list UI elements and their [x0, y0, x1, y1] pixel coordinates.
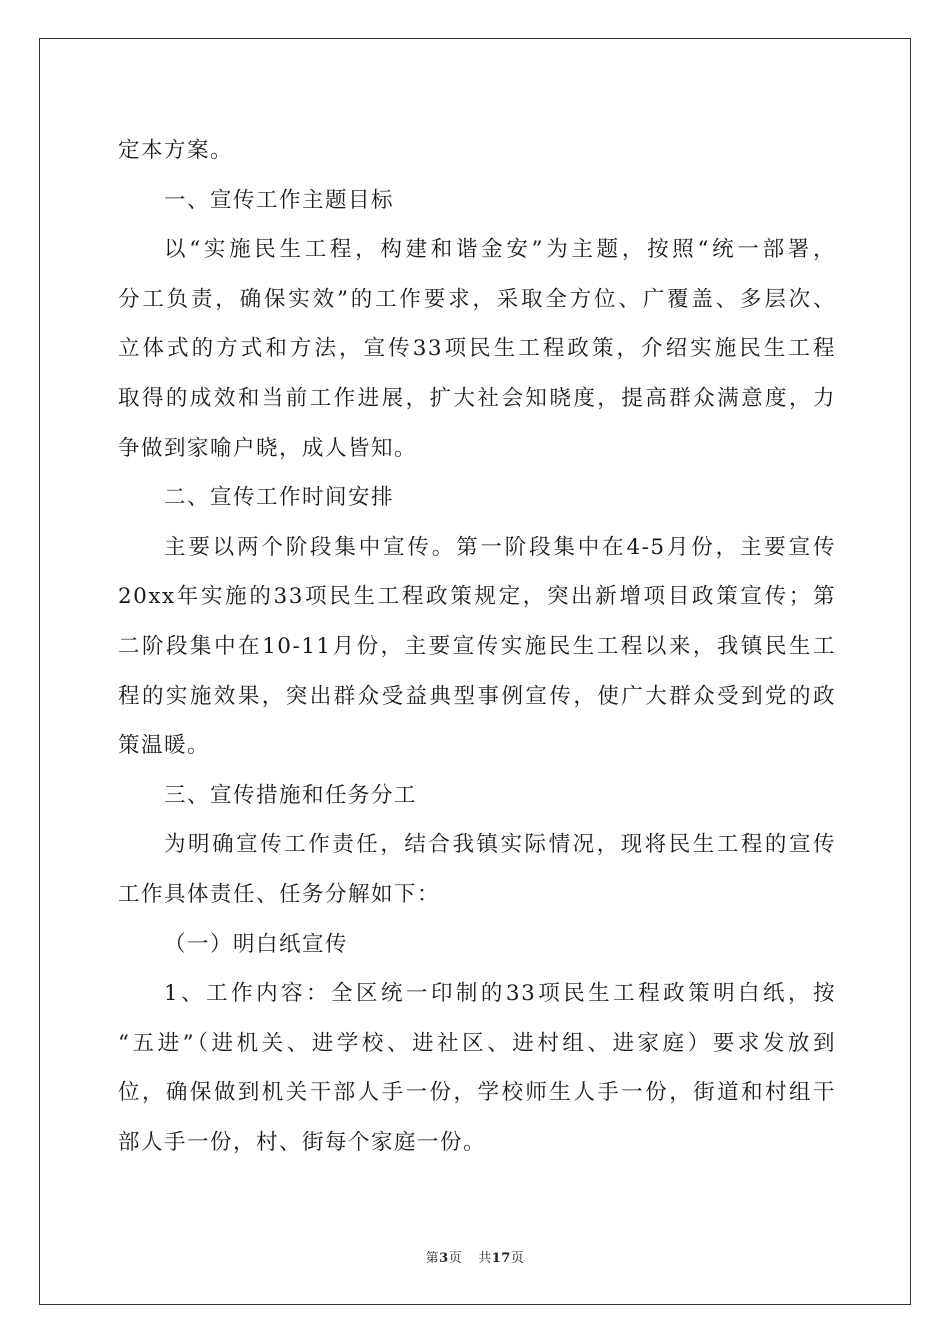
total-suffix: 页	[510, 1251, 525, 1266]
paragraph-line: 立体式的方式和方法，宣传33项民生工程政策，介绍实施民生工程	[118, 336, 836, 362]
paragraph-line: 工作具体责任、任务分解如下：	[118, 881, 441, 907]
paragraph-line: 部人手一份，村、街每个家庭一份。	[118, 1129, 487, 1155]
paragraph-line: 定本方案。	[118, 138, 234, 163]
document-body	[118, 126, 836, 1167]
page-footer	[0, 1247, 950, 1266]
paragraph-line: 分工负责，确保实效”的工作要求，采取全方位、广覆盖、多层次、	[118, 286, 836, 312]
total-prefix: 共	[478, 1251, 492, 1266]
paragraph-line: 1、工作内容：全区统一印制的33项民生工程政策明白纸，按	[164, 981, 836, 1007]
paragraph-line: “五进”（进机关、进学校、进社区、进村组、进家庭）要求发放到	[118, 1030, 836, 1056]
page-suffix: 页	[448, 1251, 463, 1266]
section-heading: 一、宣传工作主题目标	[164, 187, 395, 213]
paragraph-line: 程的实施效果，突出群众受益典型事例宣传，使广大群众受到党的政	[118, 683, 836, 709]
page-total: 17	[491, 1251, 511, 1266]
section-heading: 二、宣传工作时间安排	[164, 485, 395, 511]
paragraph-line: 位，确保做到机关干部人手一份，学校师生人手一份，街道和村组干	[118, 1080, 836, 1106]
section-heading: 三、宣传措施和任务分工	[164, 782, 418, 808]
paragraph-line: 主要以两个阶段集中宣传。第一阶段集中在4-5月份，主要宣传	[164, 534, 836, 560]
page-prefix: 第	[425, 1251, 440, 1266]
paragraph-line: 以“实施民生工程，构建和谐金安”为主题，按照“统一部署，	[164, 237, 836, 263]
paragraph-line: 20xx年实施的33项民生工程政策规定，突出新增项目政策宣传；第	[118, 584, 836, 610]
subsection-heading: （一）明白纸宣传	[164, 931, 349, 957]
paragraph-line: 为明确宣传工作责任，结合我镇实际情况，现将民生工程的宣传	[164, 832, 836, 858]
paragraph-line: 取得的成效和当前工作进展，扩大社会知晓度，提高群众满意度，力	[118, 385, 836, 411]
page-number: 3	[439, 1251, 449, 1266]
paragraph-line: 争做到家喻户晓，成人皆知。	[118, 435, 418, 461]
paragraph-line: 二阶段集中在10-11月份，主要宣传实施民生工程以来，我镇民生工	[118, 633, 836, 659]
paragraph-line: 策温暖。	[118, 733, 211, 759]
